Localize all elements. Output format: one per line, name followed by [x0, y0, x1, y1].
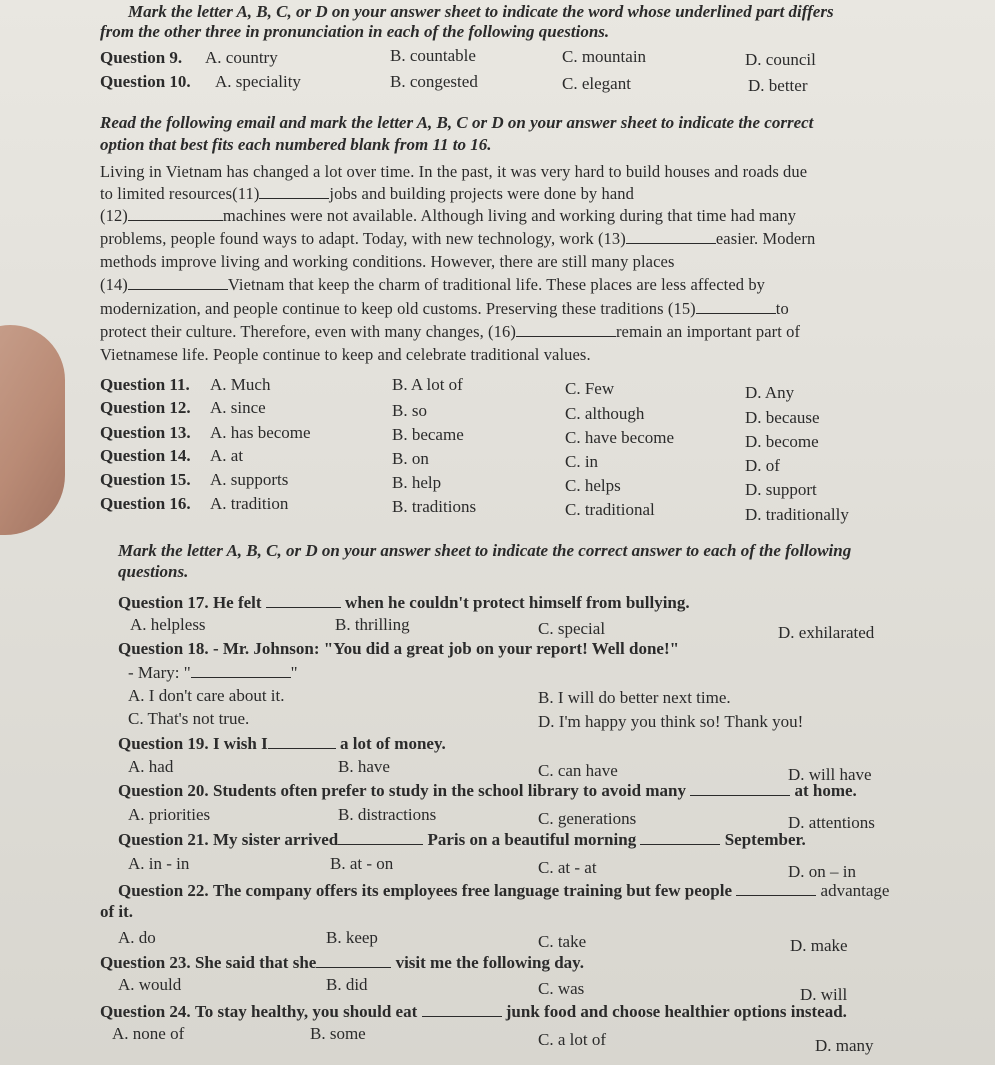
- passage-line: Vietnamese life. People continue to keep and celebrate traditional values.: [100, 345, 591, 364]
- option-d: D. better: [748, 76, 808, 95]
- option-a: A. supports: [210, 470, 289, 489]
- option-b: B. congested: [390, 72, 478, 91]
- option-c: C. take: [538, 932, 587, 951]
- blank-13[interactable]: [626, 229, 716, 244]
- passage-line: problems, people found ways to adapt. Today, with new technology, work (13) easier. Modern: [100, 229, 816, 248]
- option-c: C. was: [538, 979, 585, 998]
- option-d: D. attentions: [788, 813, 875, 832]
- option-d: D. of: [745, 456, 780, 475]
- blank-23[interactable]: [316, 953, 391, 968]
- passage-line: (14) Vietnam that keep the charm of traditional life. These places are less affected by: [100, 275, 766, 294]
- blank-22[interactable]: [736, 881, 816, 896]
- option-d: D. support: [745, 480, 817, 499]
- option-a: A. country: [205, 48, 278, 67]
- option-b: B. help: [392, 473, 442, 492]
- option-c: C. mountain: [562, 47, 647, 66]
- option-d: D. traditionally: [745, 505, 849, 524]
- instruction-line: questions.: [118, 562, 189, 581]
- option-a: A. speciality: [215, 72, 301, 91]
- question-21: Question 21. My sister arrived Paris on a beautiful morning September.: [118, 830, 806, 849]
- option-d: D. Any: [745, 383, 795, 402]
- mary-reply: - Mary: " ": [128, 663, 298, 682]
- question-label: Question 13.: [100, 423, 191, 442]
- option-c: C. can have: [538, 761, 618, 780]
- option-c: C. Few: [565, 379, 615, 398]
- blank-14[interactable]: [128, 275, 228, 290]
- passage-line: modernization, and people continue to keep old customs. Preserving these traditions (15) to: [100, 299, 789, 318]
- instruction-line: Mark the letter A, B, C, or D on your answer sheet to indicate the correct answer to each of the following: [118, 541, 852, 560]
- blank-21b[interactable]: [640, 830, 720, 845]
- blank-16[interactable]: [516, 322, 616, 337]
- option-a: A. tradition: [210, 494, 289, 513]
- instruction-line: Read the following email and mark the letter A, B, C or D on your answer sheet to indicate the correct: [100, 113, 814, 132]
- option-b: B. so: [392, 401, 427, 420]
- option-c: C. a lot of: [538, 1030, 606, 1049]
- instruction-line: from the other three in pronunciation in each of the following questions.: [100, 22, 610, 41]
- thumb-overlay: [0, 325, 65, 535]
- option-c: C. although: [565, 404, 645, 423]
- question-17: Question 17. He felt when he couldn't protect himself from bullying.: [118, 593, 690, 612]
- option-a: A. had: [128, 757, 174, 776]
- option-a: A. priorities: [128, 805, 211, 824]
- option-b: B. have: [338, 757, 390, 776]
- instruction-line: Mark the letter A, B, C, or D on your answer sheet to indicate the word whose underlined part differs: [128, 2, 834, 21]
- question-24: Question 24. To stay healthy, you should eat junk food and choose healthier options instead.: [100, 1002, 847, 1021]
- question-label: Question 12.: [100, 398, 191, 417]
- question-label: Question 9.: [100, 48, 183, 67]
- passage-line: protect their culture. Therefore, even with many changes, (16) remain an important part of: [100, 322, 801, 341]
- blank-24[interactable]: [422, 1002, 502, 1017]
- option-b: B. I will do better next time.: [538, 688, 731, 707]
- blank-19[interactable]: [268, 734, 336, 749]
- option-b: B. distractions: [338, 805, 437, 824]
- question-18: Question 18. - Mr. Johnson: "You did a great job on your report! Well done!": [118, 639, 680, 658]
- option-b: B. on: [392, 449, 429, 468]
- option-a: A. has become: [210, 423, 311, 442]
- option-b: B. countable: [390, 46, 476, 65]
- passage-line: Living in Vietnam has changed a lot over time. In the past, it was very hard to build houses and roads due: [100, 162, 808, 181]
- blank-18[interactable]: [191, 663, 291, 678]
- question-label: Question 14.: [100, 446, 191, 465]
- option-b: B. thrilling: [335, 615, 410, 634]
- option-a: A. none of: [112, 1024, 185, 1043]
- option-d: D. will have: [788, 765, 872, 784]
- option-b: B. traditions: [392, 497, 477, 516]
- passage-line: to limited resources(11) jobs and building projects were done by hand: [100, 184, 634, 203]
- option-c: C. traditional: [565, 500, 655, 519]
- option-b: B. A lot of: [392, 375, 463, 394]
- option-a: A. do: [118, 928, 156, 947]
- question-22-continued: of it.: [100, 902, 134, 921]
- option-b: B. became: [392, 425, 464, 444]
- question-22: Question 22. The company offers its employees free language training but few people advantage: [118, 881, 890, 900]
- blank-15[interactable]: [696, 299, 776, 314]
- option-d: D. I'm happy you think so! Thank you!: [538, 712, 804, 731]
- option-c: C. helps: [565, 476, 621, 495]
- option-c: C. at - at: [538, 858, 597, 877]
- blank-12[interactable]: [128, 206, 223, 221]
- question-19: Question 19. I wish I a lot of money.: [118, 734, 446, 753]
- option-a: A. I don't care about it.: [128, 686, 285, 705]
- option-d: D. on – in: [788, 862, 856, 881]
- option-a: A. since: [210, 398, 266, 417]
- option-a: A. in - in: [128, 854, 190, 873]
- question-label: Question 10.: [100, 72, 191, 91]
- option-a: A. Much: [210, 375, 271, 394]
- blank-21a[interactable]: [338, 830, 423, 845]
- option-a: A. would: [118, 975, 182, 994]
- option-b: B. at - on: [330, 854, 394, 873]
- passage-line: methods improve living and working conditions. However, there are still many places: [100, 252, 675, 271]
- option-c: C. have become: [565, 428, 675, 447]
- option-d: D. exhilarated: [778, 623, 875, 642]
- option-a: A. at: [210, 446, 244, 465]
- option-c: C. special: [538, 619, 606, 638]
- option-d: D. many: [815, 1036, 874, 1055]
- option-d: D. will: [800, 985, 848, 1004]
- option-d: D. council: [745, 50, 816, 69]
- option-b: B. did: [326, 975, 368, 994]
- question-23: Question 23. She said that she visit me the following day.: [100, 953, 584, 972]
- option-d: D. become: [745, 432, 819, 451]
- blank-20[interactable]: [690, 781, 790, 796]
- option-c: C. generations: [538, 809, 637, 828]
- blank-11[interactable]: [259, 184, 329, 199]
- blank-17[interactable]: [266, 593, 341, 608]
- option-d: D. make: [790, 936, 848, 955]
- question-label: Question 16.: [100, 494, 191, 513]
- option-c: C. elegant: [562, 74, 631, 93]
- option-c: C. in: [565, 452, 599, 471]
- option-a: A. helpless: [130, 615, 206, 634]
- option-d: D. because: [745, 408, 820, 427]
- question-label: Question 15.: [100, 470, 191, 489]
- option-b: B. keep: [326, 928, 378, 947]
- question-20: Question 20. Students often prefer to study in the school library to avoid many at home.: [118, 781, 857, 800]
- option-c: C. That's not true.: [128, 709, 250, 728]
- passage-line: (12) machines were not available. Although living and working during that time had many: [100, 206, 797, 225]
- option-b: B. some: [310, 1024, 366, 1043]
- instruction-line: option that best fits each numbered blank from 11 to 16.: [100, 135, 492, 154]
- question-label: Question 11.: [100, 375, 190, 394]
